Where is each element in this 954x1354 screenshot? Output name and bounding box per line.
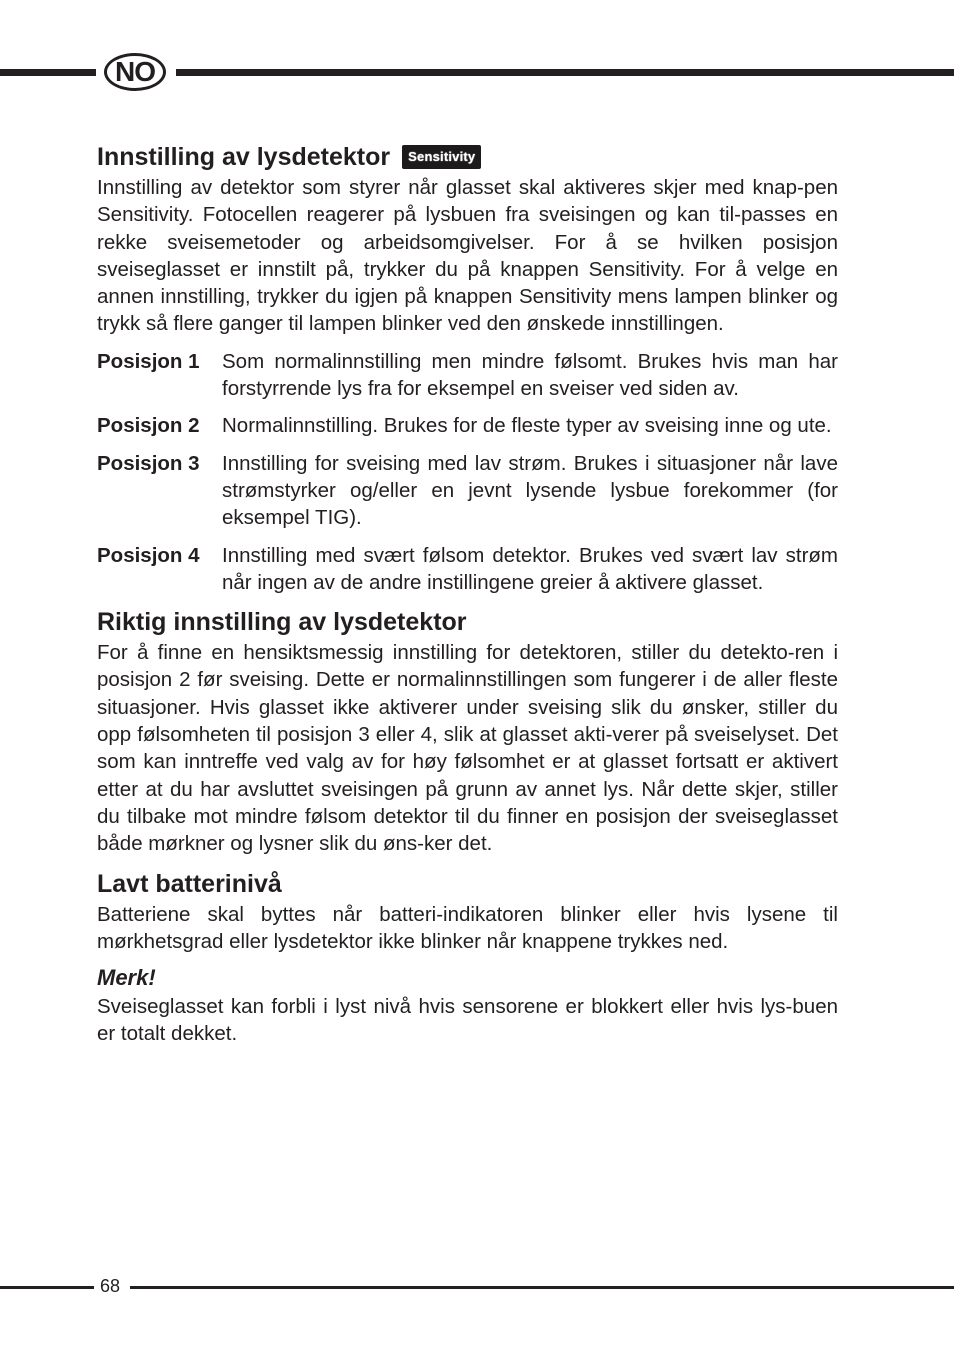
note-heading: Merk! bbox=[97, 965, 156, 991]
position-label: Posisjon 4 bbox=[97, 543, 200, 567]
section-title: Innstilling av lysdetektor bbox=[97, 143, 391, 171]
position-label: Posisjon 3 bbox=[97, 451, 200, 475]
section-body: For å finne en hensiktsmessig innstilling for detektoren, stiller du detekto-ren i posisjon 2 før sveising. Dette er normalinnstillingen som fungerer i de aller fleste situasjoner. Hvis glasset ikke aktiverer under sveising slik du ønsker, stiller du opp følsomheten til posisjon 3 eller 4, slik at glasset akti-verer på sveiselyset. Det som kan inntreffe ved valg av for høy følsomhet er at glasset fortsatt er aktivert etter at du har avsluttet sveisingen på grunn av annet lys. Når dette skjer, stiller du tilbake mot mindre følsom detektor til du finner en posisjon der sveiseglasset både mørkner og lysner slik du øns-ker det. bbox=[97, 641, 838, 856]
note-body: Sveiseglasset kan forbli i lyst nivå hvis sensorene er blokkert eller hvis lys-buen er totalt dekket. bbox=[97, 995, 838, 1046]
position-item bbox=[97, 412, 838, 439]
position-item bbox=[97, 348, 838, 403]
footer-rule-right bbox=[130, 1286, 954, 1289]
section-body: Batteriene skal byttes når batteri-indikatoren blinker eller hvis lysene til mørkhetsgrad eller lysdetektor ikke blinker når knappene trykkes ned. bbox=[97, 902, 838, 953]
position-label: Posisjon 2 bbox=[97, 414, 200, 438]
position-label: Posisjon 1 bbox=[97, 349, 200, 373]
header-rule-right bbox=[176, 69, 954, 76]
header-rule-left bbox=[0, 69, 96, 76]
footer-rule-left bbox=[0, 1286, 94, 1289]
section-heading-battery: Lavt batterinivå bbox=[97, 869, 282, 898]
language-code: NO bbox=[115, 56, 155, 87]
position-item bbox=[97, 542, 838, 597]
section-intro: Innstilling av detektor som styrer når glasset skal aktiveres skjer med knap-pen Sensitivity. Fotocellen reagerer på lysbuen fra sveisingen og kan til-passes en rekke sveisemetoder og arbeidsomgivelser. For å se hvilken posisjon sveiseglasset er innstilt på, trykker du på knappen Sensitivity. For å velge en annen innstilling, trykker du igjen på knappen Sensitivity mens lampen blinker og trykk så flere ganger til lampen blinker ved den ønskede innstillingen. bbox=[97, 176, 838, 336]
position-text: Normalinnstilling. Brukes for de fleste typer av sveising inne og ute. bbox=[222, 414, 832, 438]
position-text: Som normalinnstilling men mindre følsomt. Brukes hvis man har forstyrrende lys fra for eksempel en sveiser ved siden av. bbox=[222, 349, 838, 401]
position-text: Innstilling for sveising med lav strøm. Brukes i situasjoner når lave strømstyrker og/eller en jevnt lysende lysbue forekommer (for eksempel TIG). bbox=[222, 451, 838, 530]
language-badge bbox=[104, 53, 166, 91]
section-heading-correct-setting: Riktig innstilling av lysdetektor bbox=[97, 608, 467, 637]
section-heading-sensitivity bbox=[97, 140, 838, 174]
position-item bbox=[97, 450, 838, 532]
page-number: 68 bbox=[100, 1276, 121, 1296]
position-text: Innstilling med svært følsom detektor. Brukes ved svært lav strøm når ingen av de andre instillingene greier å aktivere glasset. bbox=[222, 543, 838, 594]
sensitivity-button-icon: Sensitivity bbox=[402, 145, 481, 169]
page-content bbox=[97, 140, 838, 1048]
